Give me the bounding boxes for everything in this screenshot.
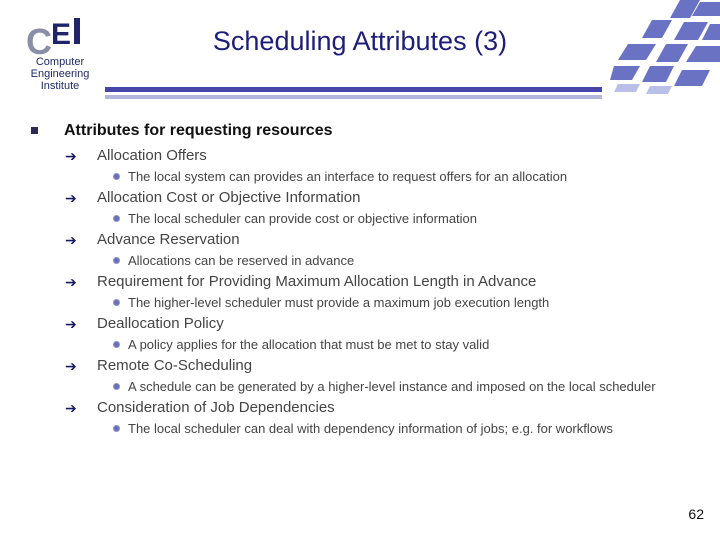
dot-bullet-icon [113, 257, 120, 264]
svg-text:C: C [26, 21, 52, 62]
corner-decoration [610, 0, 720, 95]
item-label: Allocation Cost or Objective Information [97, 189, 361, 206]
svg-text:E: E [51, 18, 72, 51]
arrow-bullet-icon: ➔ [65, 148, 77, 164]
logo-text [20, 56, 100, 92]
cei-logo [20, 10, 100, 95]
list-item [30, 188, 710, 208]
item-detail: Allocations can be reserved in advance [128, 253, 355, 268]
item-detail: The local scheduler can provide cost or objective information [128, 211, 478, 226]
list-item [30, 314, 710, 334]
logo-line-3: Institute [40, 80, 80, 92]
title-rule [105, 87, 602, 92]
list-item-detail [30, 336, 710, 353]
dot-bullet-icon [113, 215, 120, 222]
dot-bullet-icon [113, 173, 120, 180]
slide-content [30, 120, 710, 440]
list-item-detail [30, 168, 710, 185]
list-item-detail [30, 252, 710, 269]
item-detail: A policy applies for the allocation that must be met to stay valid [128, 337, 490, 352]
list-item [30, 146, 710, 166]
list-item-detail [30, 420, 710, 437]
dot-bullet-icon [113, 425, 120, 432]
list-item [30, 356, 710, 376]
square-bullet-icon [31, 127, 38, 134]
item-label: Consideration of Job Dependencies [97, 399, 335, 416]
arrow-bullet-icon: ➔ [65, 232, 77, 248]
dot-bullet-icon [113, 341, 120, 348]
list-item-detail [30, 210, 710, 227]
arrow-bullet-icon: ➔ [65, 316, 77, 332]
slide-title: Scheduling Attributes (3) [212, 26, 508, 56]
item-label: Allocation Offers [97, 147, 207, 164]
list-item [30, 272, 710, 292]
item-label: Deallocation Policy [97, 315, 224, 332]
page-number: 62 [688, 506, 704, 522]
arrow-bullet-icon: ➔ [65, 358, 77, 374]
item-label: Remote Co-Scheduling [97, 357, 253, 374]
list-item [30, 398, 710, 418]
arrow-bullet-icon: ➔ [65, 400, 77, 416]
item-detail: The local system can provides an interface to request offers for an allocation [128, 169, 568, 184]
logo-line-2: Engineering [30, 68, 90, 80]
title-rule-light [105, 95, 602, 99]
list-item-detail [30, 294, 710, 311]
dot-bullet-icon [113, 299, 120, 306]
item-label: Advance Reservation [97, 231, 240, 248]
logo-line-1: Computer [35, 56, 85, 68]
item-detail: A schedule can be generated by a higher-level instance and imposed on the local scheduler [128, 379, 656, 394]
item-detail: The higher-level scheduler must provide a maximum job execution length [128, 295, 550, 310]
list-item-detail [30, 378, 710, 395]
item-label: Requirement for Providing Maximum Allocation Length in Advance [97, 273, 537, 290]
arrow-bullet-icon: ➔ [65, 190, 77, 206]
dot-bullet-icon [113, 383, 120, 390]
bullet-heading [30, 120, 710, 144]
heading-text: Attributes for requesting resources [64, 122, 333, 139]
item-detail: The local scheduler can deal with dependency information of jobs; e.g. for workflows [128, 421, 613, 436]
list-item [30, 230, 710, 250]
arrow-bullet-icon: ➔ [65, 274, 77, 290]
